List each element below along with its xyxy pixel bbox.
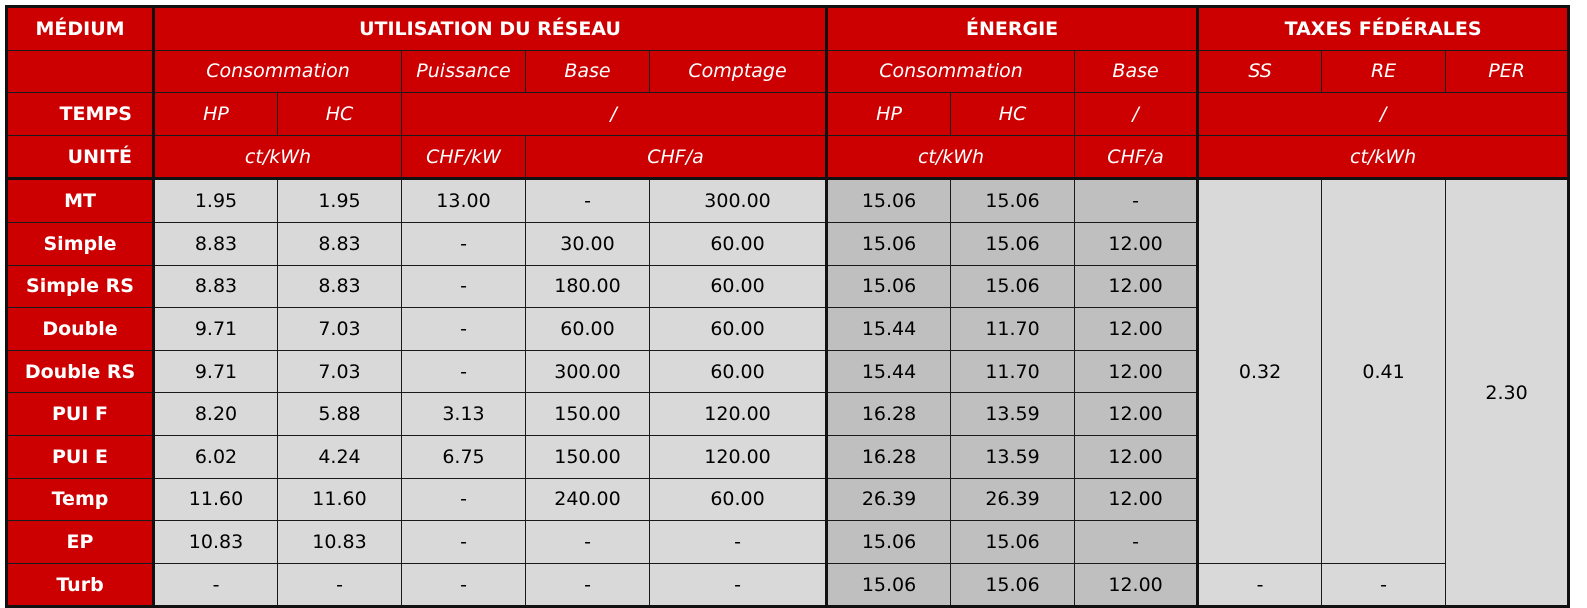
row-label: PUI F — [7, 393, 154, 436]
temps-reseau-hc: HC — [278, 93, 402, 136]
reseau-hc-cell: - — [278, 563, 402, 607]
row-label: PUI E — [7, 435, 154, 478]
energie-base-cell: 12.00 — [1075, 563, 1198, 607]
reseau-hp-cell: 9.71 — [154, 308, 278, 351]
subheader-reseau-base: Base — [526, 50, 650, 93]
row-label: Double RS — [7, 350, 154, 393]
reseau-hp-cell: 11.60 — [154, 478, 278, 521]
taxes-re-turb-cell: - — [1322, 563, 1446, 607]
table-row — [7, 563, 1569, 607]
reseau-comptage-cell: 120.00 — [650, 393, 827, 436]
unite-energie-base: CHF/a — [1075, 135, 1198, 179]
reseau-base-cell: 30.00 — [526, 222, 650, 265]
reseau-hp-cell: 10.83 — [154, 521, 278, 564]
energie-hc-cell: 13.59 — [951, 393, 1075, 436]
reseau-comptage-cell: - — [650, 521, 827, 564]
temps-reseau-hp: HP — [154, 93, 278, 136]
energie-hc-cell: 26.39 — [951, 478, 1075, 521]
subheader-taxes-re: RE — [1322, 50, 1446, 93]
subheader-taxes-ss: SS — [1198, 50, 1322, 93]
reseau-hc-cell: 7.03 — [278, 350, 402, 393]
subheader-energie-base: Base — [1075, 50, 1198, 93]
row-label: Double — [7, 308, 154, 351]
subheader-taxes-per: PER — [1446, 50, 1569, 93]
energie-hc-cell: 15.06 — [951, 222, 1075, 265]
unite-reseau-puissance: CHF/kW — [402, 135, 526, 179]
taxes-ss-turb-cell: - — [1198, 563, 1322, 607]
unite-taxes: ct/kWh — [1198, 135, 1569, 179]
reseau-comptage-cell: 120.00 — [650, 435, 827, 478]
energie-base-cell: 12.00 — [1075, 393, 1198, 436]
reseau-base-cell: - — [526, 179, 650, 223]
unite-reseau-consommation: ct/kWh — [154, 135, 402, 179]
reseau-comptage-cell: 60.00 — [650, 350, 827, 393]
reseau-hc-cell: 8.83 — [278, 265, 402, 308]
energie-base-cell: 12.00 — [1075, 350, 1198, 393]
energie-hc-cell: 15.06 — [951, 563, 1075, 607]
unite-label: UNITÉ — [7, 135, 154, 179]
reseau-puissance-cell: - — [402, 265, 526, 308]
energie-hc-cell: 15.06 — [951, 179, 1075, 223]
header-utilisation-reseau: UTILISATION DU RÉSEAU — [154, 7, 827, 51]
reseau-hp-cell: - — [154, 563, 278, 607]
energie-hp-cell: 15.06 — [827, 265, 951, 308]
energie-base-cell: 12.00 — [1075, 308, 1198, 351]
taxes-ss-cell: 0.32 — [1198, 179, 1322, 563]
subheader-reseau-comptage: Comptage — [650, 50, 827, 93]
row-label: MT — [7, 179, 154, 223]
row-label: Simple — [7, 222, 154, 265]
header-energie: ÉNERGIE — [827, 7, 1198, 51]
energie-hc-cell: 15.06 — [951, 265, 1075, 308]
reseau-base-cell: - — [526, 563, 650, 607]
reseau-hp-cell: 1.95 — [154, 179, 278, 223]
header-taxes-federales: TAXES FÉDÉRALES — [1198, 7, 1569, 51]
temps-energie-base: / — [1075, 93, 1198, 136]
header-medium-blank — [7, 50, 154, 93]
energie-base-cell: - — [1075, 179, 1198, 223]
reseau-puissance-cell: 6.75 — [402, 435, 526, 478]
energie-hp-cell: 15.44 — [827, 350, 951, 393]
row-label: Temp — [7, 478, 154, 521]
subheader-reseau-puissance: Puissance — [402, 50, 526, 93]
energie-hc-cell: 15.06 — [951, 521, 1075, 564]
table-row — [7, 179, 1569, 223]
reseau-hc-cell: 1.95 — [278, 179, 402, 223]
temps-label: TEMPS — [7, 93, 154, 136]
reseau-hp-cell: 9.71 — [154, 350, 278, 393]
reseau-hc-cell: 4.24 — [278, 435, 402, 478]
energie-hc-cell: 11.70 — [951, 308, 1075, 351]
energie-hp-cell: 15.44 — [827, 308, 951, 351]
reseau-base-cell: - — [526, 521, 650, 564]
row-label: EP — [7, 521, 154, 564]
temps-reseau-rest: / — [402, 93, 827, 136]
reseau-base-cell: 150.00 — [526, 435, 650, 478]
reseau-base-cell: 300.00 — [526, 350, 650, 393]
reseau-base-cell: 180.00 — [526, 265, 650, 308]
reseau-comptage-cell: 60.00 — [650, 308, 827, 351]
energie-base-cell: 12.00 — [1075, 222, 1198, 265]
reseau-hc-cell: 11.60 — [278, 478, 402, 521]
reseau-puissance-cell: - — [402, 521, 526, 564]
taxes-re-cell: 0.41 — [1322, 179, 1446, 563]
energie-hp-cell: 15.06 — [827, 222, 951, 265]
reseau-hp-cell: 6.02 — [154, 435, 278, 478]
energie-hp-cell: 15.06 — [827, 521, 951, 564]
row-label: Turb — [7, 563, 154, 607]
reseau-puissance-cell: 3.13 — [402, 393, 526, 436]
reseau-hc-cell: 8.83 — [278, 222, 402, 265]
reseau-puissance-cell: - — [402, 350, 526, 393]
reseau-hc-cell: 5.88 — [278, 393, 402, 436]
energie-hc-cell: 11.70 — [951, 350, 1075, 393]
energie-hp-cell: 15.06 — [827, 179, 951, 223]
reseau-base-cell: 150.00 — [526, 393, 650, 436]
temps-energie-hc: HC — [951, 93, 1075, 136]
reseau-puissance-cell: - — [402, 563, 526, 607]
reseau-base-cell: 60.00 — [526, 308, 650, 351]
temps-energie-hp: HP — [827, 93, 951, 136]
reseau-hc-cell: 7.03 — [278, 308, 402, 351]
energie-hp-cell: 16.28 — [827, 393, 951, 436]
reseau-puissance-cell: - — [402, 478, 526, 521]
reseau-hc-cell: 10.83 — [278, 521, 402, 564]
reseau-comptage-cell: 60.00 — [650, 265, 827, 308]
reseau-hp-cell: 8.20 — [154, 393, 278, 436]
subheader-energie-consommation: Consommation — [827, 50, 1075, 93]
reseau-hp-cell: 8.83 — [154, 222, 278, 265]
reseau-puissance-cell: 13.00 — [402, 179, 526, 223]
reseau-comptage-cell: 60.00 — [650, 478, 827, 521]
energie-hc-cell: 13.59 — [951, 435, 1075, 478]
taxes-per-cell: 2.30 — [1446, 179, 1569, 607]
energie-base-cell: 12.00 — [1075, 478, 1198, 521]
reseau-hp-cell: 8.83 — [154, 265, 278, 308]
energie-hp-cell: 15.06 — [827, 563, 951, 607]
reseau-puissance-cell: - — [402, 308, 526, 351]
reseau-base-cell: 240.00 — [526, 478, 650, 521]
tariff-table — [5, 5, 1570, 608]
reseau-comptage-cell: - — [650, 563, 827, 607]
row-label: Simple RS — [7, 265, 154, 308]
temps-taxes: / — [1198, 93, 1569, 136]
energie-base-cell: - — [1075, 521, 1198, 564]
unite-energie-consommation: ct/kWh — [827, 135, 1075, 179]
reseau-comptage-cell: 60.00 — [650, 222, 827, 265]
subheader-reseau-consommation: Consommation — [154, 50, 402, 93]
reseau-comptage-cell: 300.00 — [650, 179, 827, 223]
energie-base-cell: 12.00 — [1075, 435, 1198, 478]
energie-hp-cell: 26.39 — [827, 478, 951, 521]
unite-reseau-base-comptage: CHF/a — [526, 135, 827, 179]
energie-base-cell: 12.00 — [1075, 265, 1198, 308]
energie-hp-cell: 16.28 — [827, 435, 951, 478]
header-medium: MÉDIUM — [7, 7, 154, 51]
reseau-puissance-cell: - — [402, 222, 526, 265]
